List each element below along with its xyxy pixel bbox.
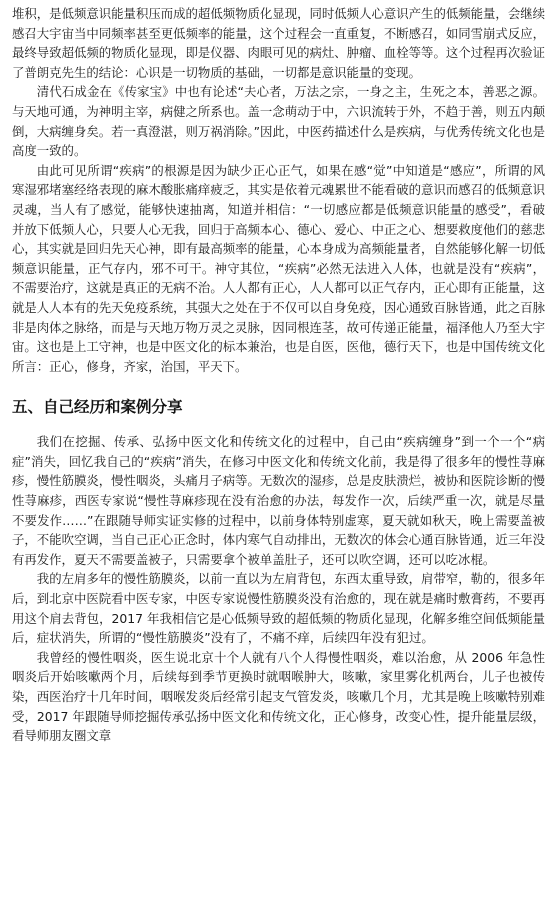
body-paragraph: 清代石成金在《传家宝》中也有论述“夫心者，万法之宗，一身之主，生死之本，善恶之源。与天地可通，为神明主宰，病健之所系也。盖一念萌动于中，六识流转于外，不趋于善，则五内颠倒，大病缠身矣。若一真澄湛，则万祸消除。”因此，中医药描述什么是疾病，与优秀传统文化也是高度一致的。 (12, 84, 546, 159)
body-paragraph: 我曾经的慢性咽炎，医生说北京十个人就有八个人得慢性咽炎，难以治愈，从 2006 年急性咽炎后开始咳嗽两个月，后续每到季节更换时就咽喉肿大，咳嗽，家里雾化机两台，儿子也被传染，西医治疗十几年时间，咽喉发炎后经常引起支气管发炎，咳嗽几个月，尤其是晚上咳嗽特别难受，2017 年跟随导师挖掘传承弘扬中医文化和传统文化，正心修身，改变心性，提升能量层级，看导师朋友圈文章 (12, 649, 545, 744)
body-paragraph: 堆积，是低频意识能量积压而成的超低频物质化显现，同时低频人心意识产生的低频能量，会继续感召大宇宙当中同频率甚至更低频率的能量，这个过程会一直重复，不断感召，如同雪崩式反应，最终导致超低频的物质化显现，即是仪器、肉眼可见的病灶、肿瘤、血栓等等。这个过程再次验证了普朗克先生的结论：心识是一切物质的基础，一切都是意识能量的变现。 (12, 6, 545, 80)
body-paragraph: 我们在挖掘、传承、弘扬中医文化和传统文化的过程中，自己由“疾病缠身”到一个一个“病症”消失，回忆我自己的“疾病”消失，在修习中医文化和传统文化前，我是得了很多年的慢性荨麻疹，慢性筋膜炎，慢性咽炎，头痛月子病等。无数次的湿疹，总是皮肤溃烂，被协和医院诊断的慢性荨麻疹，西医专家说“慢性荨麻疹现在没有治愈的办法，每发作一次，后续严重一次，就是尽量不要发作……”在跟随导师实证实修的过程中，以前身体特别虚寒，夏天就如秋天，晚上需要盖被子，不能吹空调，当自己正心正念时，体内寒气自动排出，无数次的体会心通百脉皆通，近三年没有再发作，夏天不需要盖被子，只需要拿个被单盖肚子，还可以吹空调，还可以吃冰棍。 (12, 434, 545, 567)
section-heading: 五、自己经历和案例分享 (12, 398, 183, 417)
body-paragraph: 我的左肩多年的慢性筋膜炎，以前一直以为左肩背包，东西太重导致，肩带窄，勒的，很多年后，到北京中医院看中医专家，中医专家说慢性筋膜炎没有治愈的，现在就是痛时敷膏药，不要再用这个肩去背包，2017 年我相信它是心低频导致的超低频的物质化显现，化解多维空间低频能量后，症状消失，所谓的“慢性筋膜炎”没有了，不痛不痒，后续四年没有犯过。 (12, 571, 545, 646)
body-paragraph: 由此可见所谓“疾病”的根源是因为缺少正心正气，如果在感“觉”中知道是“感应”，所谓的风寒湿邪堵塞经络表现的麻木酸胀痛痒疲乏，其实是依着元魂累世不能看破的意识而感召的低频意识灵魂，当人有了感觉，能够快速抽离，知道并相信：“一切感应都是低频意识能量的感受”，看破并放下低频人心，只要人心无我，回归于高频本心、德心、爱心、中正之心、想要救度他们的慈悲心，其实就是回归先天心神，即有最高频率的能量，心本身成为高频能量者，自然能够化解一切低频意识能量，正气存内，邪不可干。神守其位，“疾病”必然无法进入人体，也就是没有“疾病”，不需要治疗，这就是真正的无病不治。人人都有正心，人人都可以正气存内，正心即有正能量，这就是人人本有的先天免疫系统，其强大之处在于不仅可以自身免疫，因心通致百脉皆通，此之百脉非是肉体之脉络，而是与天地万物万灵之灵脉，因同根连茎，故可传递正能量，福泽他人乃至大宇宙。这也是上工守神，也是中医文化的标本兼治，也是自医，医他，德行天下，也是中国传统文化所言：正心，修身，齐家，治国，平天下。 (12, 162, 545, 374)
